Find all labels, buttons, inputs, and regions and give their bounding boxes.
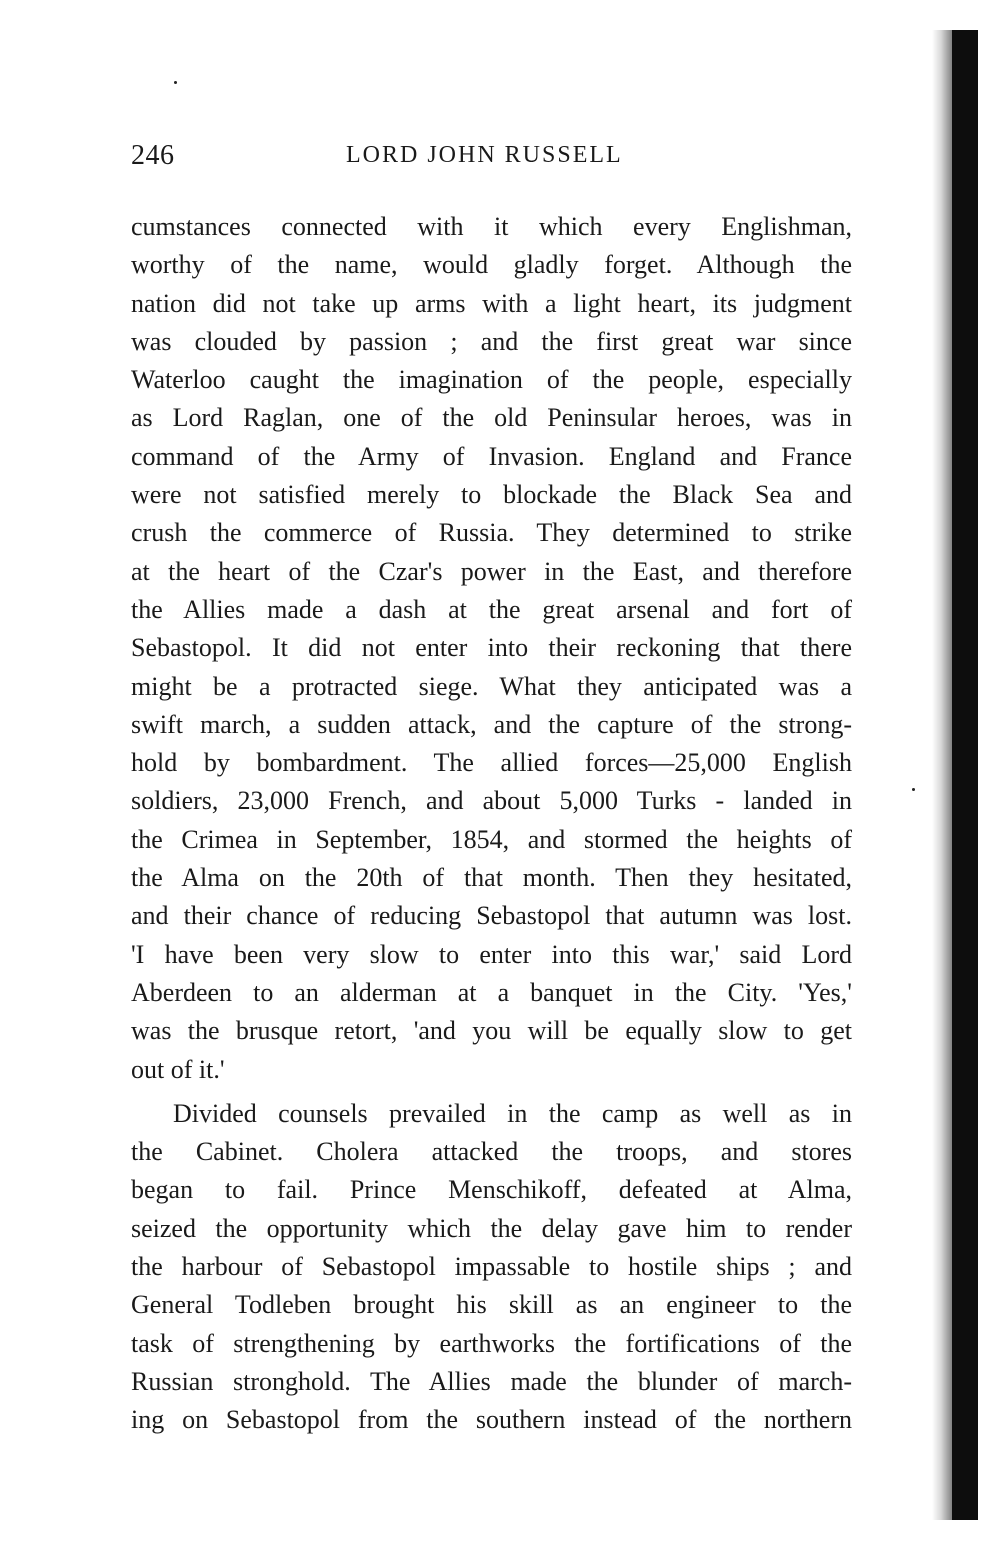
text-line: Russian stronghold. The Allies made the blunder of march- [131,1366,852,1396]
text-line: swift march, a sudden attack, and the capture of the strong- [131,709,852,739]
text-line: worthy of the name, would gladly forget. Although the [131,250,852,280]
text-line: began to fail. Prince Menschikoff, defeated at Alma, [131,1175,852,1205]
text-line: the Allies made a dash at the great arsenal and fort of [131,594,852,624]
text-line: crush the commerce of Russia. They determined to strike [131,518,852,548]
text-line: Divided counsels prevailed in the camp as well as in [173,1098,852,1128]
text-line: soldiers, 23,000 French, and about 5,000 Turks - landed in [131,786,852,816]
text-line: was clouded by passion ; and the first great war since [131,326,852,356]
text-line: 'I have been very slow to enter into this war,' said Lord [131,939,852,969]
text-line: as Lord Raglan, one of the old Peninsular heroes, was in [131,403,852,433]
scan-speck [174,81,177,84]
running-head [131,140,851,180]
text-line: might be a protracted siege. What they anticipated was a [131,671,852,701]
text-line: and their chance of reducing Sebastopol that autumn was lost. [131,901,852,931]
text-line: nation did not take up arms with a light heart, its judgment [131,288,852,318]
text-line: Sebastopol. It did not enter into their reckoning that there [131,633,852,663]
text-line: General Todleben brought his skill as an engineer to the [131,1290,852,1320]
body-text [131,208,852,1440]
running-title: LORD JOHN RUSSELL [346,142,623,168]
text-line: was the brusque retort, 'and you will be equally slow to get [131,1016,852,1046]
text-line: out of it.' [131,1054,225,1084]
text-line: the Cabinet. Cholera attacked the troops, and stores [131,1137,852,1167]
text-line: hold by bombardment. The allied forces—25,000 English [131,748,852,778]
text-line: cumstances connected with it which every Englishman, [131,212,852,241]
text-line: task of strengthening by earthworks the fortifications of the [131,1328,852,1358]
text-line: Aberdeen to an alderman at a banquet in the City. 'Yes,' [131,977,852,1007]
scan-edge-bar [952,30,978,1520]
text-line: command of the Army of Invasion. England and France [131,441,852,471]
text-line: at the heart of the Czar's power in the East, and therefore [131,556,852,586]
text-line: the harbour of Sebastopol impassable to hostile ships ; and [131,1252,852,1282]
text-line: were not satisfied merely to blockade the Black Sea and [131,480,852,510]
text-line: Waterloo caught the imagination of the people, especially [131,365,852,395]
text-line: the Crimea in September, 1854, and stormed the heights of [131,824,852,854]
text-line: ing on Sebastopol from the southern instead of the northern [131,1405,852,1435]
page-number: 246 [131,140,175,171]
text-line: seized the opportunity which the delay gave him to render [131,1213,852,1243]
scan-edge-shadow [932,30,954,1520]
text-line: the Alma on the 20th of that month. Then they hesitated, [131,863,852,893]
scan-speck [912,788,915,791]
paragraph [131,1095,852,1440]
paragraph [131,208,852,1089]
